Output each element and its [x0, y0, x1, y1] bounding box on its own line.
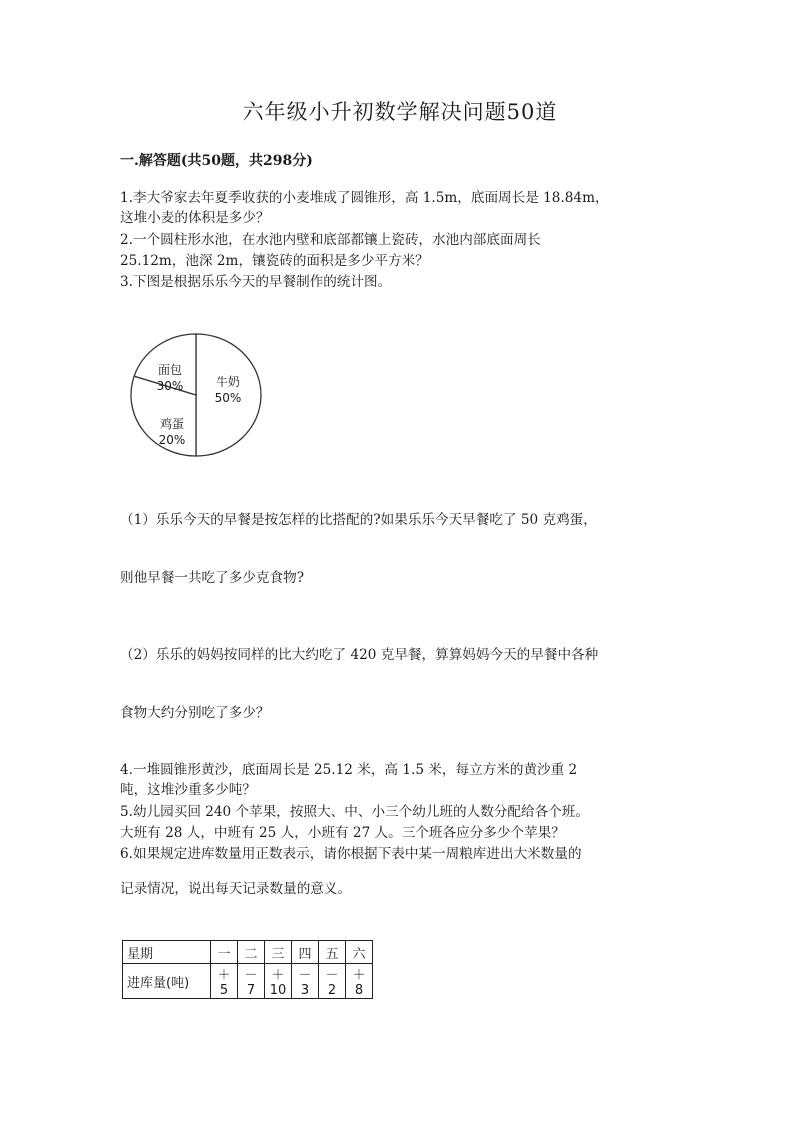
table-cell-day: 五 [319, 941, 346, 964]
table-row-days [123, 941, 373, 964]
table-header-weekday: 星期 [123, 941, 211, 964]
table-cell-amount: －2 [319, 964, 346, 999]
pie-label-milk-name: 牛奶 [215, 375, 240, 389]
breakfast-pie-chart [128, 332, 264, 458]
table-row-amounts [123, 964, 373, 999]
question-6-line-1: 6.如果规定进库数量用正数表示，请你根据下表中某一周粮库进出大米数量的 [120, 846, 582, 862]
pie-label-egg-name: 鸡蛋 [159, 417, 184, 431]
table-cell-day: 三 [265, 941, 292, 964]
question-3-part-2-line-2: 食物大约分别吃了多少？ [120, 705, 270, 721]
question-3-part-1-line-2: 则他早餐一共吃了多少克食物? [120, 570, 305, 586]
table-cell-day: 六 [346, 941, 373, 964]
table-cell-day: 二 [238, 941, 265, 964]
table-cell-amount: ＋10 [265, 964, 292, 999]
table-cell-day: 一 [211, 941, 238, 964]
section-heading: 一.解答题(共50题，共298分) [120, 153, 313, 169]
table-cell-amount: －3 [292, 964, 319, 999]
page-title: 六年级小升初数学解决问题50道 [242, 100, 558, 124]
pie-label-milk-value: 50% [214, 391, 242, 405]
table-cell-amount: ＋8 [346, 964, 373, 999]
question-2-line-2: 25.12m，池深 2m，镶瓷砖的面积是多少平方米？ [120, 253, 429, 269]
pie-label-bread-name: 面包 [157, 363, 182, 377]
table-header-amount: 进库量(吨) [123, 964, 211, 999]
question-2-line-1: 2.一个圆柱形水池，在水池内壁和底部都镶上瓷砖，水池内部底面周长 [120, 232, 541, 248]
question-5-line-2: 大班有 28 人，中班有 25 人，小班有 27 人。三个班各应分多少个苹果？ [120, 825, 565, 841]
question-5-line-1: 5.幼儿园买回 240 个苹果，按照大、中、小三个幼儿班的人数分配给各个班。 [120, 804, 589, 820]
table-cell-amount: ＋5 [211, 964, 238, 999]
question-3-part-1-line-1: （1）乐乐今天的早餐是按怎样的比搭配的?如果乐乐今天早餐吃了 50 克鸡蛋， [120, 512, 597, 528]
table-cell-amount: －7 [238, 964, 265, 999]
question-4-line-2: 吨，这堆沙重多少吨？ [120, 782, 256, 798]
question-6-line-2: 记录情况，说出每天记录数量的意义。 [120, 881, 352, 897]
question-4-line-1: 4.一堆圆锥形黄沙，底面周长是 25.12 米，高 1.5 米，每立方米的黄沙重 2 [120, 762, 578, 778]
pie-label-egg-value: 20% [158, 433, 186, 447]
grain-record-table [122, 940, 373, 999]
question-3-line-1: 3.下图是根据乐乐今天的早餐制作的统计图。 [120, 274, 392, 290]
question-3-part-2-line-1: （2）乐乐的妈妈按同样的比大约吃了 420 克早餐，算算妈妈今天的早餐中各种 [120, 647, 599, 663]
table-cell-day: 四 [292, 941, 319, 964]
pie-label-bread-value: 30% [156, 379, 184, 393]
question-1-line-2: 这堆小麦的体积是多少？ [120, 210, 270, 226]
question-1-line-1: 1.李大爷家去年夏季收获的小麦堆成了圆锥形，高 1.5m，底面周长是 18.84m， [120, 190, 609, 206]
